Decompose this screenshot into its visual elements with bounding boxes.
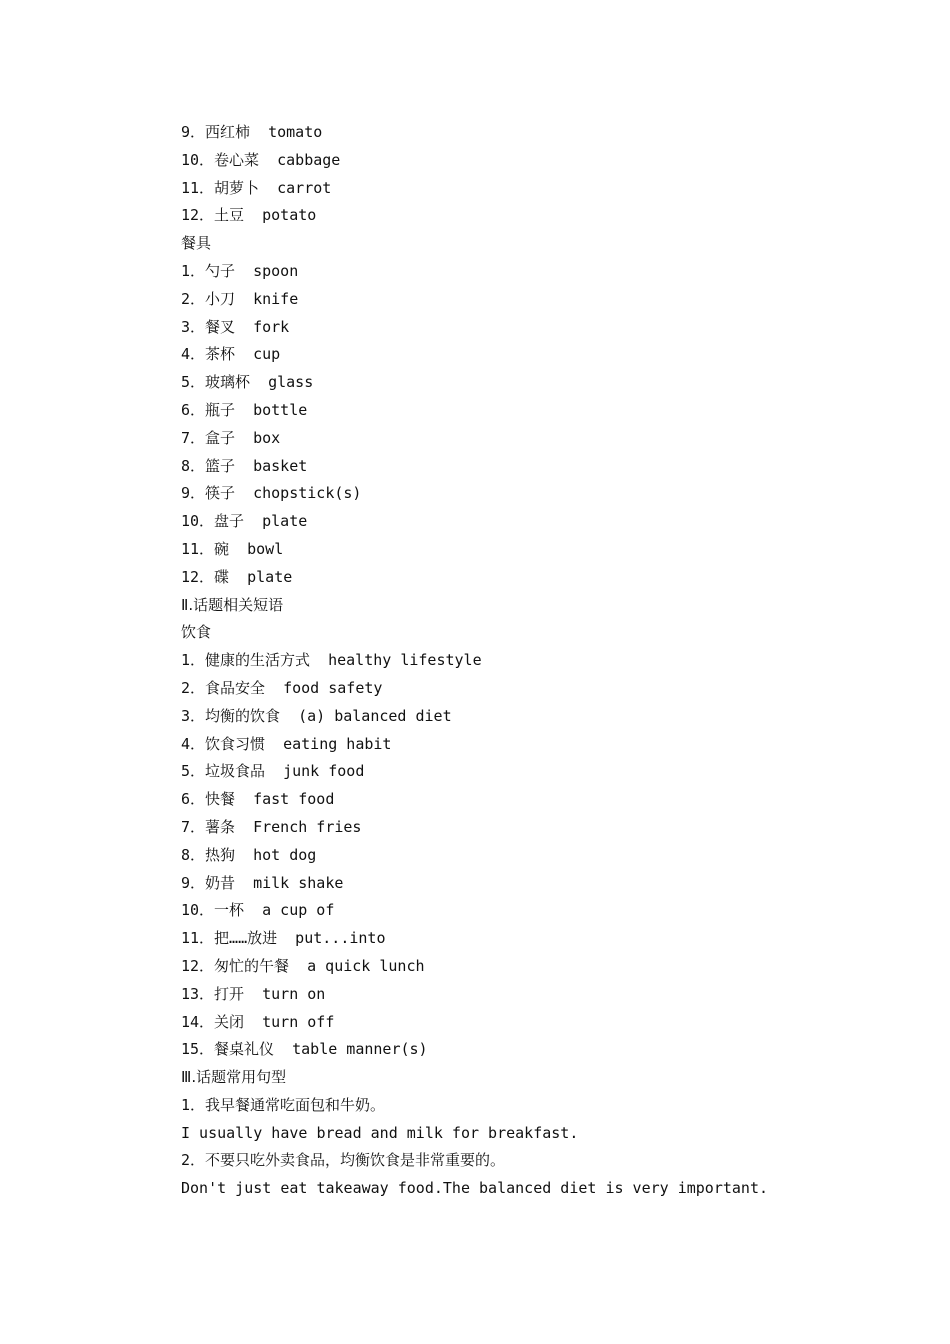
list-item: 3．均衡的饮食 (a) balanced diet xyxy=(181,706,452,725)
phrases-section xyxy=(181,592,881,1065)
sentence-chinese: 2．不要只吃外卖食品，均衡饮食是非常重要的。 xyxy=(181,1151,506,1170)
list-item: 8．热狗 hot dog xyxy=(181,845,317,864)
diet-subheading: 饮食 xyxy=(181,623,212,642)
list-item: 11．碗 bowl xyxy=(181,539,284,558)
list-item: 2．小刀 knife xyxy=(181,289,299,308)
list-item: 3．餐叉 fork xyxy=(181,317,290,336)
list-item: 7．盒子 box xyxy=(181,428,281,447)
list-item: 1．勺子 spoon xyxy=(181,261,299,280)
list-item: 9．筷子 chopstick(s) xyxy=(181,484,362,503)
list-item: 13．打开 turn on xyxy=(181,984,326,1003)
sentences-section xyxy=(181,1064,881,1203)
list-item: 10．卷心菜 cabbage xyxy=(181,150,341,169)
list-item: 9．奶昔 milk shake xyxy=(181,873,344,892)
list-item: 14．关闭 turn off xyxy=(181,1012,335,1031)
phrases-section-heading: Ⅱ.话题相关短语 xyxy=(181,595,284,614)
document-page xyxy=(181,119,881,1203)
vegetable-list-continued xyxy=(181,119,881,230)
list-item: 12．土豆 potato xyxy=(181,206,317,225)
list-item: 4．饮食习惯 eating habit xyxy=(181,734,392,753)
list-item: 9．西红柿 tomato xyxy=(181,123,323,141)
list-item: 11．把……放进 put...into xyxy=(181,929,386,948)
list-item: 8．篮子 basket xyxy=(181,456,308,475)
sentence-english: I usually have bread and milk for breakfast. xyxy=(181,1123,579,1142)
list-item: 12．匆忙的午餐 a quick lunch xyxy=(181,956,425,975)
list-item: 5．玻璃杯 glass xyxy=(181,373,314,392)
sentence-english: Don't just eat takeaway food.The balanced diet is very important. xyxy=(181,1179,768,1198)
list-item: 10．一杯 a cup of xyxy=(181,901,335,920)
tableware-section xyxy=(181,230,881,591)
list-item: 7．薯条 French fries xyxy=(181,817,362,836)
sentence-chinese: 1．我早餐通常吃面包和牛奶。 xyxy=(181,1095,386,1114)
list-item: 6．瓶子 bottle xyxy=(181,400,308,419)
tableware-heading: 餐具 xyxy=(181,234,212,253)
sentences-section-heading: Ⅲ.话题常用句型 xyxy=(181,1068,287,1087)
list-item: 10．盘子 plate xyxy=(181,512,308,531)
list-item: 1．健康的生活方式 healthy lifestyle xyxy=(181,651,482,670)
list-item: 2．食品安全 food safety xyxy=(181,678,383,697)
list-item: 4．茶杯 cup xyxy=(181,345,281,364)
list-item: 6．快餐 fast food xyxy=(181,790,335,809)
list-item: 11．胡萝卜 carrot xyxy=(181,178,332,197)
list-item: 15．餐桌礼仪 table manner(s) xyxy=(181,1040,428,1059)
list-item: 5．垃圾食品 junk food xyxy=(181,762,365,781)
list-item: 12．碟 plate xyxy=(181,567,293,586)
